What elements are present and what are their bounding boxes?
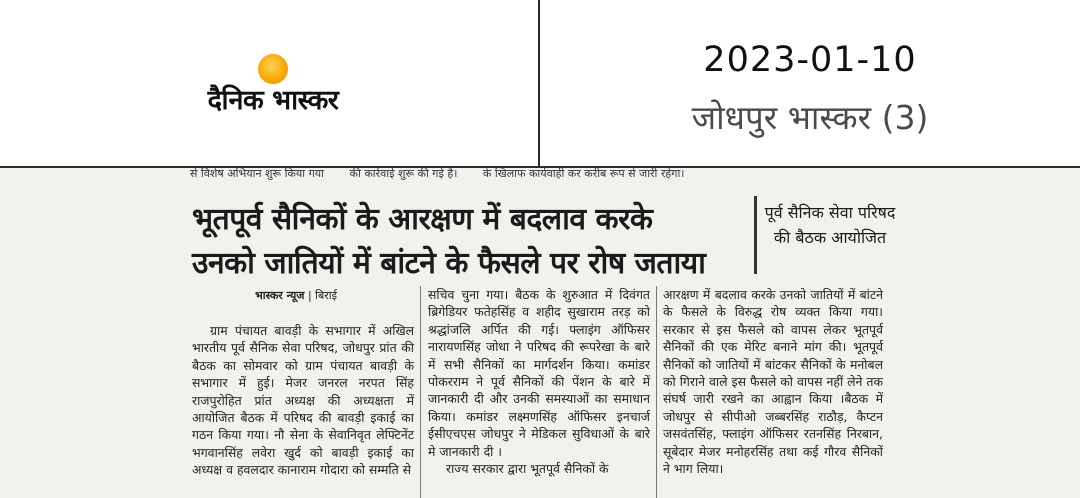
edition-page: जोधपुर भास्कर (3) xyxy=(691,98,929,137)
column-rule xyxy=(656,286,657,498)
article-headline xyxy=(192,198,752,286)
article-subheadline: पूर्व सैनिक सेवा परिषद की बैठक आयोजित xyxy=(764,203,896,247)
previous-story-fragment-line xyxy=(190,168,890,182)
column-3-text: आरक्षण में बदलाव करके उनको जातियों में बांटने के फैसले के विरुद्ध रोष व्यक्त किया गया। सरकार से इस फैसले को वापस लेकर भूतपूर्व सैनिकों की एक मेरिट बनाने मांग की। भूतपूर्व सैनिकों को जातियों में बांटकर सैनिकों के मनोबल को गिराने वाले इस फैसले को वापस नहीं लेने तक संघर्ष जारी रखने का आह्वान किया ।बैठक में जोधपुर से सीपीओ जब्बरसिंह राठौड़, कैप्टन जसवंतसिंह, फ्लाइंग ऑफिसर रतनसिंह निरबान, सूबेदार मेजर मनोहरसिंह तथा कई गौरव सैनिकों ने भाग लिया। xyxy=(663,287,883,477)
article-column-3 xyxy=(663,286,883,477)
byline-separator: | xyxy=(307,289,312,302)
subheadline-rule xyxy=(754,196,757,274)
byline-source: भास्कर न्यूज xyxy=(255,289,305,302)
newspaper-clipping xyxy=(0,168,1080,498)
headline-line-2: उनको जातियों में बांटने के फैसले पर रोष जताया xyxy=(192,246,706,281)
publication-date: 2023-01-10 xyxy=(703,40,917,80)
previous-story-fragment: की कार्रवाई शुरू की गई है। xyxy=(349,168,458,180)
header-band xyxy=(0,0,1080,168)
byline-place: बिराई xyxy=(315,289,338,302)
column-rule xyxy=(420,286,421,498)
column-2-paragraph-2: राज्य सरकार द्वारा भूतपूर्व सैनिकों के xyxy=(446,461,609,477)
previous-story-fragment: के खिलाफ कार्यवाही कर करीब रूप से जारी रहेगा। xyxy=(482,168,685,180)
newspaper-logo xyxy=(178,52,368,122)
headline-line-1: भूतपूर्व सैनिकों के आरक्षण में बदलाव करके xyxy=(192,202,653,237)
column-2-paragraph-1: सचिव चुना गया। बैठक के शुरुआत में दिवंगत ब्रिगेडियर फतेहसिंह व शहीद सुखाराम तरड़ को श्रद्धांजलि अर्पित की गई। फ्लाइंग ऑफिसर नारायणसिंह जोधा ने परिषद की रूपरेखा के बारे में सभी सैनिकों का मार्गदर्शन किया। कमांडर पोकरराम ने पूर्व सैनिकों की पेंशन के बारे में जानकारी दी और उनकी समस्याओं का समाधान किया। कमांडर लक्ष्मणसिंह ऑफिसर इनचार्ज ईसीएचएस जोधपुर ने मेडिकल सुविधाओं के बारे मे जानकारी दी । xyxy=(428,287,650,459)
logo-text: दैनिक भास्कर xyxy=(207,85,339,116)
article-column-1 xyxy=(192,322,414,479)
header-divider-vertical xyxy=(538,0,540,168)
article-byline xyxy=(255,288,337,303)
column-1-text: ग्राम पंचायत बावड़ी के सभागार में अखिल भारतीय पूर्व सैनिक सेवा परिषद, जोधपुर प्रांत की बैठक का सोमवार को ग्राम पंचायत बावड़ी के सभागार में हुई। मेजर जनरल नरपत सिंह राजपुरोहित प्रांत अध्यक्ष की अध्यक्षता में आयोजित बैठक में परिषद की बावड़ी इकाई का गठन किया गया। नौ सेना के सेवानिवृत लेफ्टिनेंट भगवानसिंह लवेरा खुर्द को बावड़ी इकाई का अध्यक्ष व हवलदार कानाराम गोदारा को सम्मति से xyxy=(192,323,414,478)
previous-story-fragment: से विशेष अभियान शुरू किया गया xyxy=(190,168,325,180)
article-column-2 xyxy=(428,286,650,477)
